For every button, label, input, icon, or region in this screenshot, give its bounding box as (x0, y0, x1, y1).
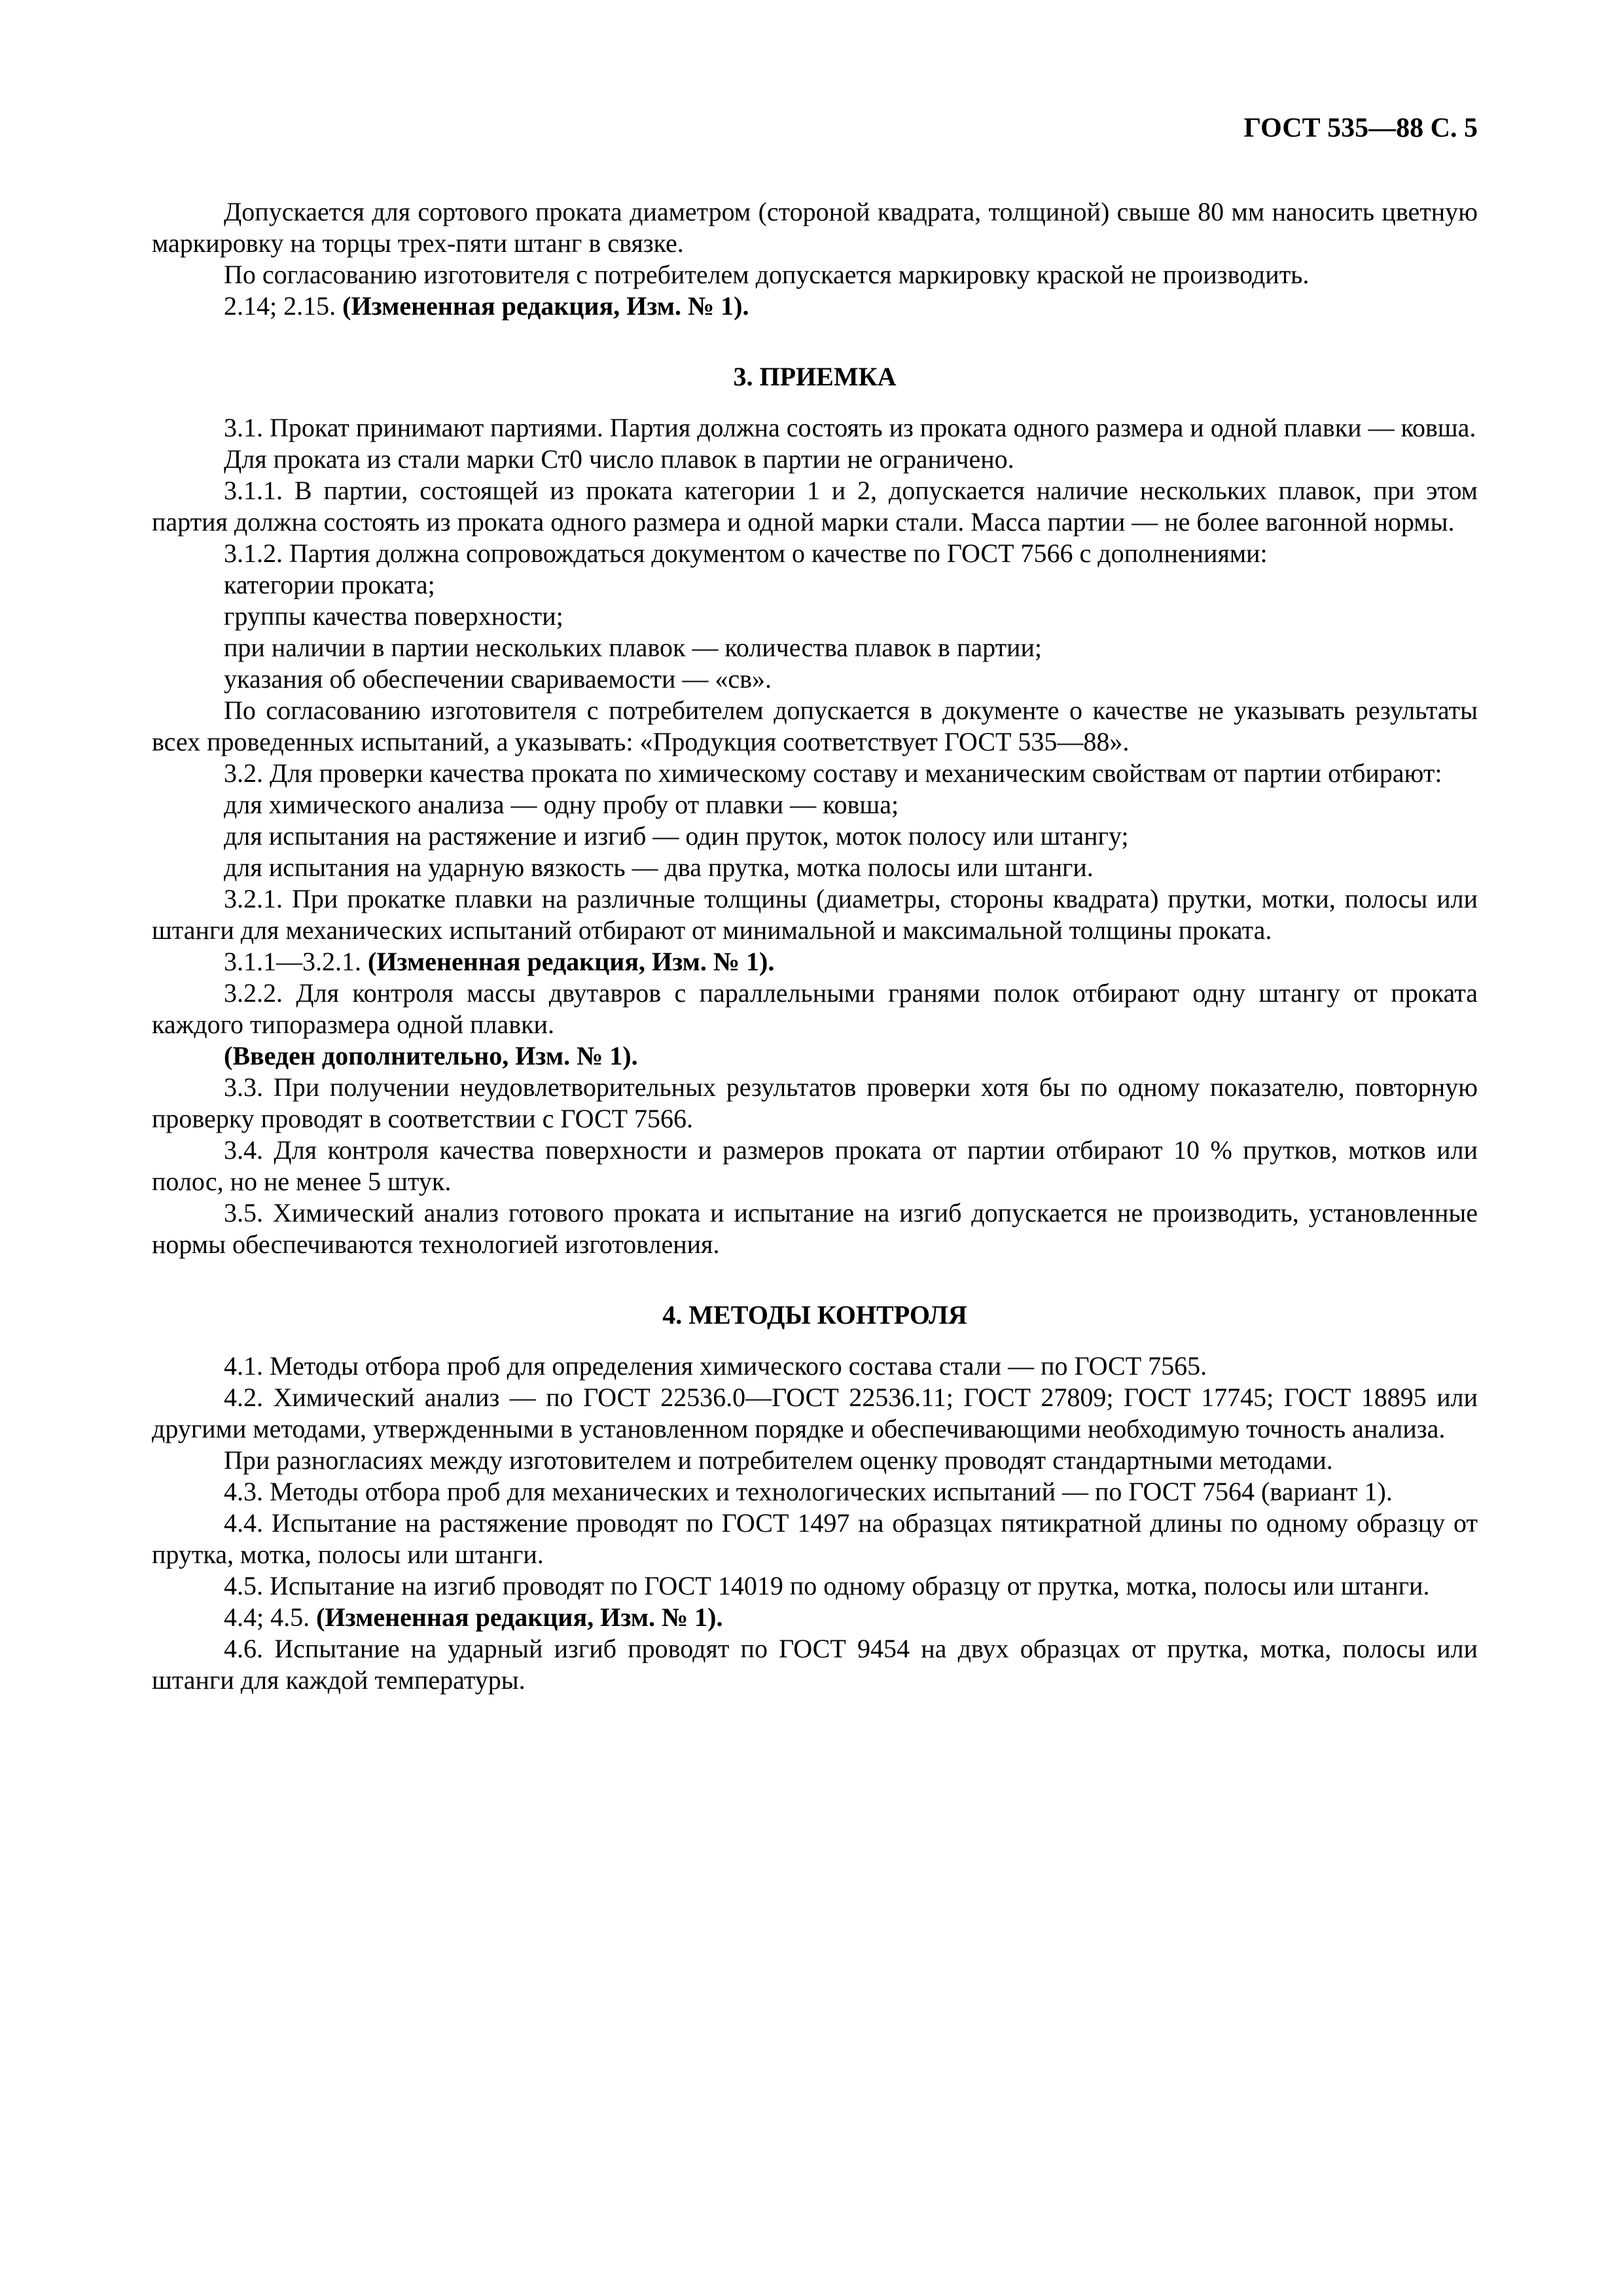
paragraph: Для проката из стали марки Ст0 число плавок в партии не ограничено. (224, 444, 1014, 474)
paragraph: 3.2.1. При прокатке плавки на различные толщины (диаметры, стороны квадрата) прутки, мотки, полосы или штанги для механических испытаний отбирают от минимальной и максимальной толщины проката. (152, 884, 1478, 945)
clause-numbers: 3.1.1—3.2.1. (224, 947, 368, 976)
section-heading: 3. ПРИЕМКА (733, 362, 897, 391)
paragraph: группы качества поверхности; (224, 601, 563, 631)
amendment-note: (Измененная редакция, Изм. № 1). (316, 1602, 723, 1632)
amendment-paragraph (152, 1040, 1478, 1072)
page-header (152, 113, 1478, 144)
paragraph: 4.5. Испытание на изгиб проводят по ГОСТ 14019 по одному образцу от прутка, мотка, полосы или штанги. (224, 1571, 1430, 1600)
running-head-text: ГОСТ 535—88 С. 5 (1243, 113, 1478, 143)
paragraph: для испытания на растяжение и изгиб — один пруток, моток полосу или штангу; (224, 821, 1129, 851)
paragraph: 4.2. Химический анализ — по ГОСТ 22536.0—ГОСТ 22536.11; ГОСТ 27809; ГОСТ 17745; ГОСТ 18895 или другими методами, утвержденными в установленном порядке и обеспечивающими необходимую точность анализа. (152, 1383, 1478, 1443)
paragraph: По согласованию изготовителя с потребителем допускается в документе о качестве не указывать результаты всех проведенных испытаний, а указывать: «Продукция соответствует ГОСТ 535—88». (152, 696, 1478, 756)
paragraph: указания об обеспечении свариваемости — «св». (224, 664, 772, 694)
amendment-note: (Измененная редакция, Изм. № 1). (342, 291, 749, 321)
paragraph: 3.1.2. Партия должна сопровождаться документом о качестве по ГОСТ 7566 с дополнениями: (224, 539, 1268, 568)
paragraph: Допускается для сортового проката диаметром (стороной квадрата, толщиной) свыше 80 мм наносить цветную маркировку на торцы трех-пяти штанг в связке. (152, 197, 1478, 258)
paragraph: для химического анализа — одну пробу от плавки — ковша; (224, 790, 899, 819)
amendment-paragraph (152, 291, 1478, 322)
paragraph: 4.1. Методы отбора проб для определения химического состава стали — по ГОСТ 7565. (224, 1351, 1207, 1381)
amendment-note: (Измененная редакция, Изм. № 1). (368, 947, 775, 976)
paragraph: 3.2. Для проверки качества проката по химическому составу и механическим свойствам от партии отбирают: (224, 758, 1442, 788)
clause-numbers: 4.4; 4.5. (224, 1602, 317, 1632)
paragraph: для испытания на ударную вязкость — два прутка, мотка полосы или штанги. (224, 853, 1094, 882)
paragraph: при наличии в партии нескольких плавок — количества плавок в партии; (224, 633, 1042, 662)
paragraph: 3.4. Для контроля качества поверхности и размеров проката от партии отбирают 10 % прутков, мотков или полос, но не менее 5 штук. (152, 1135, 1478, 1196)
paragraph: категории проката; (224, 570, 435, 599)
section-heading: 4. МЕТОДЫ КОНТРОЛЯ (662, 1300, 967, 1330)
document-body (152, 196, 1478, 1696)
paragraph: 3.2.2. Для контроля массы двутавров с параллельными гранями полок отбирают одну штангу от проката каждого типоразмера одной плавки. (152, 978, 1478, 1039)
paragraph: По согласованию изготовителя с потребителем допускается маркировку краской не производить. (224, 260, 1310, 289)
paragraph: 3.1.1. В партии, состоящей из проката категории 1 и 2, допускается наличие нескольких плавок, при этом партия должна состоять из проката одного размера и одной марки стали. Масса партии — не более вагонной нормы. (152, 476, 1478, 537)
paragraph: 4.3. Методы отбора проб для механических и технологических испытаний — по ГОСТ 7564 (вариант 1). (224, 1477, 1393, 1506)
amendment-paragraph (152, 1602, 1478, 1633)
paragraph: 3.5. Химический анализ готового проката и испытание на изгиб допускается не производить, установленные нормы обеспечиваются технологией изготовления. (152, 1198, 1478, 1259)
clause-numbers: 2.14; 2.15. (224, 291, 343, 321)
paragraph: 4.6. Испытание на ударный изгиб проводят по ГОСТ 9454 на двух образцах от прутка, мотка, полосы или штанги для каждой температуры. (152, 1634, 1478, 1695)
paragraph: 4.4. Испытание на растяжение проводят по ГОСТ 1497 на образцах пятикратной длины по одному образцу от прутка, мотка, полосы или штанги. (152, 1508, 1478, 1569)
paragraph: 3.1. Прокат принимают партиями. Партия должна состоять из проката одного размера и одной плавки — ковша. (224, 413, 1476, 442)
paragraph: 3.3. При получении неудовлетворительных результатов проверки хотя бы по одному показателю, повторную проверку проводят в соответствии с ГОСТ 7566. (152, 1072, 1478, 1133)
amendment-paragraph (152, 946, 1478, 978)
paragraph: При разногласиях между изготовителем и потребителем оценку проводят стандартными методами. (224, 1445, 1333, 1475)
amendment-note: (Введен дополнительно, Изм. № 1). (224, 1041, 638, 1070)
